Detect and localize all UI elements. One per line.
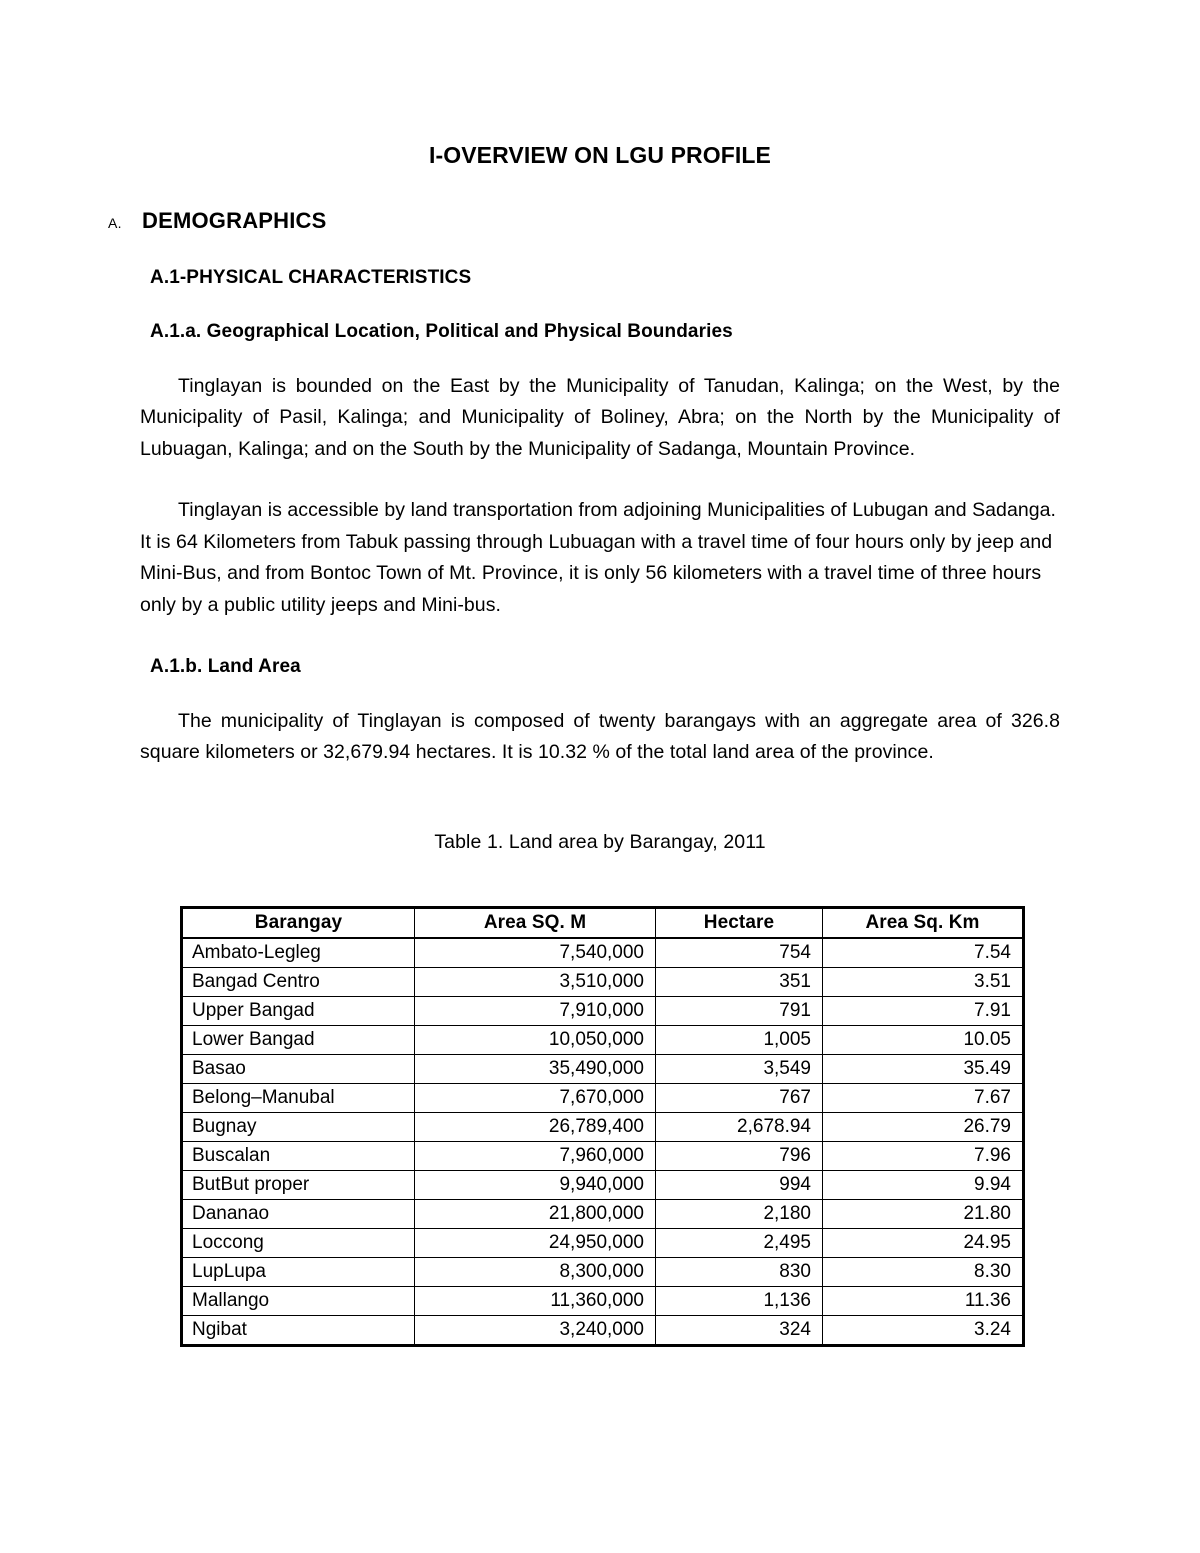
cell-area-sq-m: 7,670,000 bbox=[415, 1083, 656, 1112]
table-row bbox=[182, 1286, 1024, 1315]
cell-hectare: 1,005 bbox=[656, 1025, 823, 1054]
cell-area-sq-m: 7,960,000 bbox=[415, 1141, 656, 1170]
cell-barangay: Lower Bangad bbox=[182, 1025, 415, 1054]
cell-area-sq-m: 8,300,000 bbox=[415, 1257, 656, 1286]
cell-hectare: 791 bbox=[656, 996, 823, 1025]
cell-hectare: 3,549 bbox=[656, 1054, 823, 1083]
cell-area-sq-km: 3.24 bbox=[823, 1315, 1024, 1345]
cell-hectare: 754 bbox=[656, 938, 823, 968]
cell-barangay: Ambato-Legleg bbox=[182, 938, 415, 968]
cell-barangay: Loccong bbox=[182, 1228, 415, 1257]
table-body bbox=[182, 938, 1024, 1346]
cell-barangay: Ngibat bbox=[182, 1315, 415, 1345]
section-marker: A. bbox=[108, 214, 122, 231]
table-header-row bbox=[182, 907, 1024, 938]
cell-area-sq-km: 26.79 bbox=[823, 1112, 1024, 1141]
section-heading-demographics bbox=[0, 208, 1200, 234]
cell-barangay: ButBut proper bbox=[182, 1170, 415, 1199]
paragraph-accessibility: Tinglayan is accessible by land transportation from adjoining Municipalities of Lubugan and Sadanga. It is 64 Kilometers from Tabuk passing through Lubuagan with a travel time of four hours only by jeep and Mini-Bus, and from Bontoc Town of Mt. Province, it is only 56 kilometers with a travel time of three hours only by a public utility jeeps and Mini-bus. bbox=[140, 499, 1056, 617]
cell-barangay: Upper Bangad bbox=[182, 996, 415, 1025]
column-header-hectare: Hectare bbox=[656, 907, 823, 938]
table-row bbox=[182, 1315, 1024, 1345]
heading-a1a-geographical-location: A.1.a. Geographical Location, Political and Physical Boundaries bbox=[150, 320, 733, 342]
cell-barangay: Bugnay bbox=[182, 1112, 415, 1141]
cell-barangay: Basao bbox=[182, 1054, 415, 1083]
table-row bbox=[182, 967, 1024, 996]
cell-hectare: 2,678.94 bbox=[656, 1112, 823, 1141]
table-row bbox=[182, 1141, 1024, 1170]
page-title: I-OVERVIEW ON LGU PROFILE bbox=[429, 142, 771, 168]
table-row bbox=[182, 938, 1024, 968]
cell-area-sq-km: 7.54 bbox=[823, 938, 1024, 968]
cell-hectare: 2,180 bbox=[656, 1199, 823, 1228]
cell-area-sq-m: 26,789,400 bbox=[415, 1112, 656, 1141]
table-row bbox=[182, 1025, 1024, 1054]
table-row bbox=[182, 1112, 1024, 1141]
cell-hectare: 351 bbox=[656, 967, 823, 996]
column-header-area-sq-km: Area Sq. Km bbox=[823, 907, 1024, 938]
cell-area-sq-km: 10.05 bbox=[823, 1025, 1024, 1054]
cell-area-sq-km: 11.36 bbox=[823, 1286, 1024, 1315]
cell-area-sq-m: 3,240,000 bbox=[415, 1315, 656, 1345]
cell-area-sq-km: 7.96 bbox=[823, 1141, 1024, 1170]
table-row bbox=[182, 1054, 1024, 1083]
table-row bbox=[182, 1083, 1024, 1112]
cell-area-sq-m: 10,050,000 bbox=[415, 1025, 656, 1054]
cell-barangay: Bangad Centro bbox=[182, 967, 415, 996]
cell-area-sq-m: 21,800,000 bbox=[415, 1199, 656, 1228]
table-row bbox=[182, 1228, 1024, 1257]
cell-hectare: 994 bbox=[656, 1170, 823, 1199]
paragraph-land-area: The municipality of Tinglayan is composed of twenty barangays with an aggregate area of 326.8 square kilometers or 32,679.94 hectares. It is 10.32 % of the total land area of the province. bbox=[140, 709, 1060, 764]
cell-area-sq-km: 8.30 bbox=[823, 1257, 1024, 1286]
land-area-table bbox=[180, 906, 1025, 1347]
cell-area-sq-km: 7.67 bbox=[823, 1083, 1024, 1112]
cell-area-sq-m: 9,940,000 bbox=[415, 1170, 656, 1199]
table-row bbox=[182, 996, 1024, 1025]
cell-barangay: Dananao bbox=[182, 1199, 415, 1228]
cell-barangay: LupLupa bbox=[182, 1257, 415, 1286]
heading-a1-physical-characteristics: A.1-PHYSICAL CHARACTERISTICS bbox=[150, 266, 472, 288]
section-label: DEMOGRAPHICS bbox=[142, 207, 327, 233]
cell-hectare: 830 bbox=[656, 1257, 823, 1286]
cell-barangay: Mallango bbox=[182, 1286, 415, 1315]
table-container bbox=[0, 906, 1200, 1347]
column-header-barangay: Barangay bbox=[182, 907, 415, 938]
cell-area-sq-m: 7,910,000 bbox=[415, 996, 656, 1025]
cell-area-sq-km: 24.95 bbox=[823, 1228, 1024, 1257]
cell-area-sq-km: 9.94 bbox=[823, 1170, 1024, 1199]
cell-hectare: 1,136 bbox=[656, 1286, 823, 1315]
cell-area-sq-m: 24,950,000 bbox=[415, 1228, 656, 1257]
paragraph-boundaries: Tinglayan is bounded on the East by the Municipality of Tanudan, Kalinga; on the West, by the Municipality of Pasil, Kalinga; and Municipality of Boliney, Abra; on the North by the Municipality of Lubuagan, Kalinga; and on the South by the Municipality of Sadanga, Mountain Province. bbox=[140, 374, 1060, 460]
table-row bbox=[182, 1170, 1024, 1199]
cell-area-sq-m: 11,360,000 bbox=[415, 1286, 656, 1315]
cell-barangay: Belong–Manubal bbox=[182, 1083, 415, 1112]
cell-hectare: 767 bbox=[656, 1083, 823, 1112]
cell-hectare: 796 bbox=[656, 1141, 823, 1170]
cell-area-sq-km: 35.49 bbox=[823, 1054, 1024, 1083]
cell-area-sq-m: 35,490,000 bbox=[415, 1054, 656, 1083]
column-header-area-sq-m: Area SQ. M bbox=[415, 907, 656, 938]
cell-barangay: Buscalan bbox=[182, 1141, 415, 1170]
table-row bbox=[182, 1199, 1024, 1228]
cell-area-sq-m: 7,540,000 bbox=[415, 938, 656, 968]
table-caption: Table 1. Land area by Barangay, 2011 bbox=[434, 830, 766, 853]
cell-hectare: 324 bbox=[656, 1315, 823, 1345]
table-row bbox=[182, 1257, 1024, 1286]
cell-hectare: 2,495 bbox=[656, 1228, 823, 1257]
heading-a1b-land-area: A.1.b. Land Area bbox=[150, 655, 301, 677]
cell-area-sq-km: 21.80 bbox=[823, 1199, 1024, 1228]
cell-area-sq-m: 3,510,000 bbox=[415, 967, 656, 996]
cell-area-sq-km: 7.91 bbox=[823, 996, 1024, 1025]
cell-area-sq-km: 3.51 bbox=[823, 967, 1024, 996]
